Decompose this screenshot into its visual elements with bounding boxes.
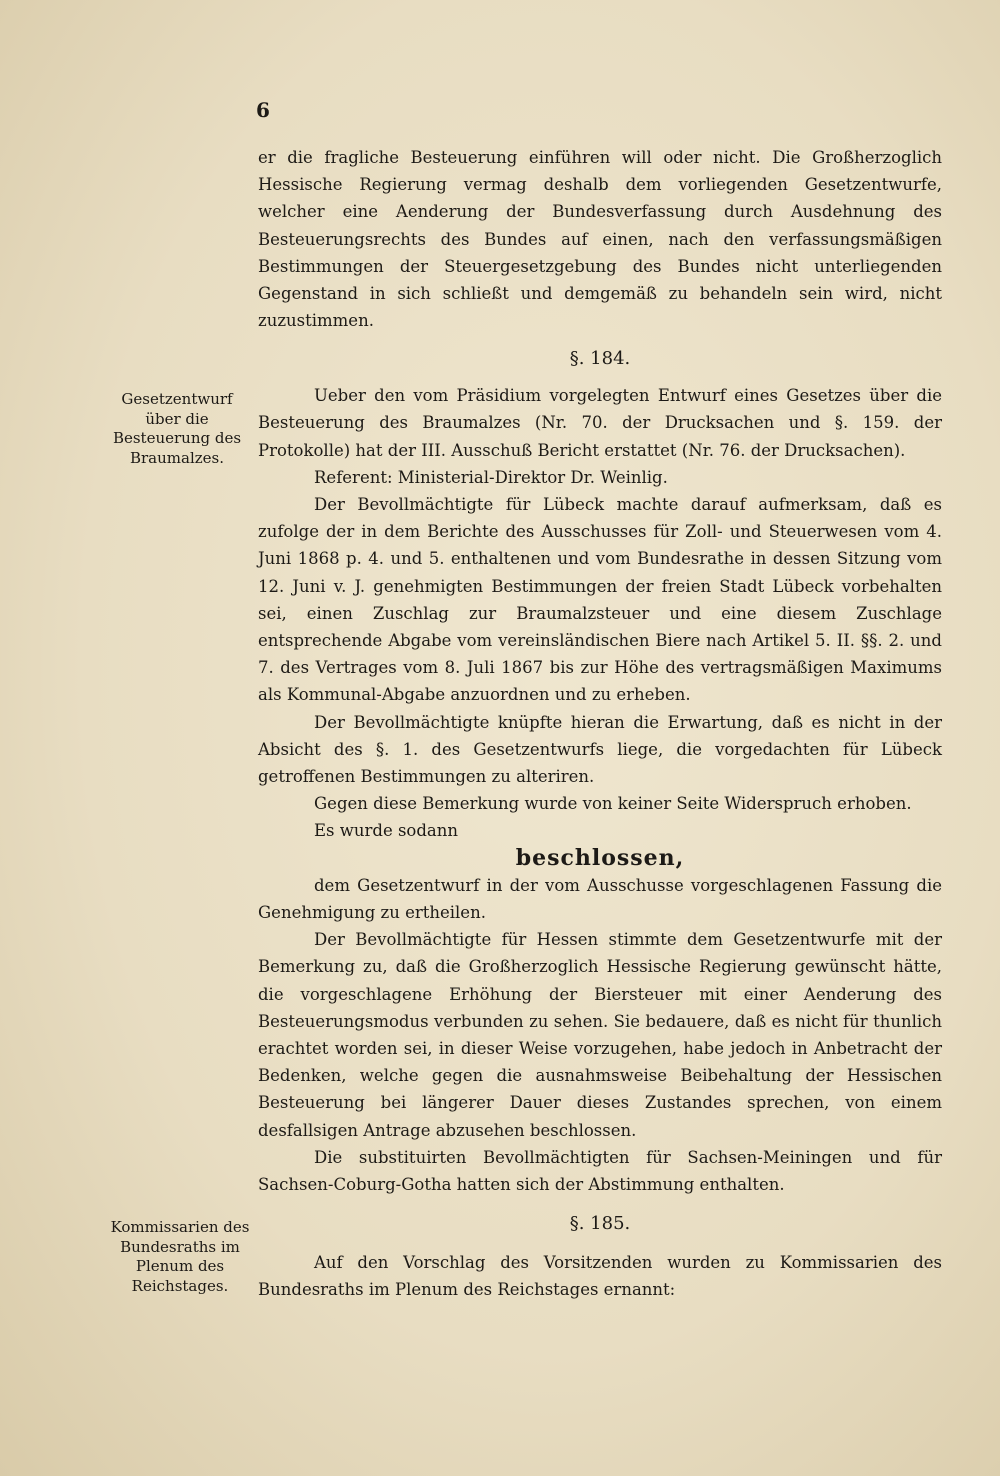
margin-note-184: Gesetzentwurf über die Besteuerung des Braumalzes.	[112, 390, 242, 467]
section-185	[258, 1210, 942, 1304]
paragraph-184-7: dem Gesetzentwurf in der vom Ausschusse vorgeschlagenen Fassung die Genehmigung zu ertheilen.	[258, 875, 942, 923]
paragraph-184-6: Es wurde sodann	[314, 821, 459, 841]
paragraph-184-2: Referent: Ministerial-Direktor Dr. Weinlig.	[314, 467, 668, 487]
section-heading-184: §. 184.	[569, 348, 631, 369]
paragraph-184-1: Ueber den vom Präsidium vorgelegten Entwurf eines Gesetzes über die Besteuerung des Braumalzes (Nr. 70. der Drucksachen und §. 159. der Protokolle) hat der III. Ausschuß Bericht erstattet (Nr. 76. der Drucksachen).	[258, 386, 942, 460]
paragraph-184-8: Der Bevollmächtigte für Hessen stimmte dem Gesetzentwurfe mit der Bemerkung zu, daß die Großherzoglich Hessische Regierung gewünscht hätte, die vorgeschlagene Erhöhung der Biersteuer mit einer Aenderung des Besteuerungsmodus verbunden zu sehen. Sie bedauere, daß es nicht für thunlich erachtet worden sei, in dieser Weise vorzugehen, habe jedoch in Anbetracht der Bedenken, welche gegen die ausnahmsweise Beibehaltung der Hessischen Besteuerung bei längerer Dauer dieses Zustandes sprechen, von einem desfallsigen Antrage abzusehen beschlossen.	[258, 930, 942, 1140]
paragraph-184-4: Der Bevollmächtigte knüpfte hieran die Erwartung, daß es nicht in der Absicht des §. 1. des Gesetzentwurfs liege, die vorgedachten für Lübeck getroffenen Bestimmungen zu alteriren.	[258, 712, 942, 787]
section-heading-185: §. 185.	[569, 1213, 631, 1234]
top-paragraph: er die fragliche Besteuerung einführen will oder nicht. Die Großherzoglich Hessische Regierung vermag deshalb dem vorliegenden Gesetzentwurfe, welcher eine Aenderung der Bundesverfassung durch Ausdehnung des Besteuerungsrechts des Bundes auf einen, nach den verfassungsmäßigen Bestimmungen der Steuergesetzgebung des Bundes nicht unterliegenden Gegenstand in sich schließt und demgemäß zu behandeln sein wird, nicht zuzustimmen.	[258, 148, 942, 331]
section-184	[258, 345, 942, 1198]
beschlossen-heading: beschlossen,	[515, 844, 685, 871]
paragraph-185-1: Auf den Vorschlag des Vorsitzenden wurden zu Kommissarien des Bundesraths im Plenum des Reichstages ernannt:	[258, 1253, 942, 1300]
paragraph-184-5: Gegen diese Bemerkung wurde von keiner Seite Widerspruch erhoben.	[314, 794, 912, 814]
paragraph-184-9: Die substituirten Bevollmächtigten für Sachsen-Meiningen und für Sachsen-Coburg-Gotha hatten sich der Abstimmung enthalten.	[258, 1147, 942, 1195]
paragraph-184-3: Der Bevollmächtigte für Lübeck machte darauf aufmerksam, daß es zufolge der in dem Berichte des Ausschusses für Zoll- und Steuerwesen vom 4. Juni 1868 p. 4. und 5. enthaltenen und vom Bundesrathe in dessen Sitzung vom 12. Juni v. J. genehmigten Bestimmungen der freien Stadt Lübeck vorbehalten sei, einen Zuschlag zur Braumalzsteuer und eine diesem Zuschlage entsprechende Abgabe vom vereinsländischen Biere nach Artikel 5. II. §§. 2. und 7. des Vertrages vom 8. Juli 1867 bis zur Höhe des vertragsmäßigen Maximums als Kommunal-Abgabe anzuordnen und zu erheben.	[258, 495, 942, 705]
top-paragraph-block	[258, 144, 942, 334]
margin-note-185: Kommissarien des Bundesraths im Plenum des Reichstages.	[110, 1218, 250, 1295]
page-number: 6	[256, 98, 270, 122]
